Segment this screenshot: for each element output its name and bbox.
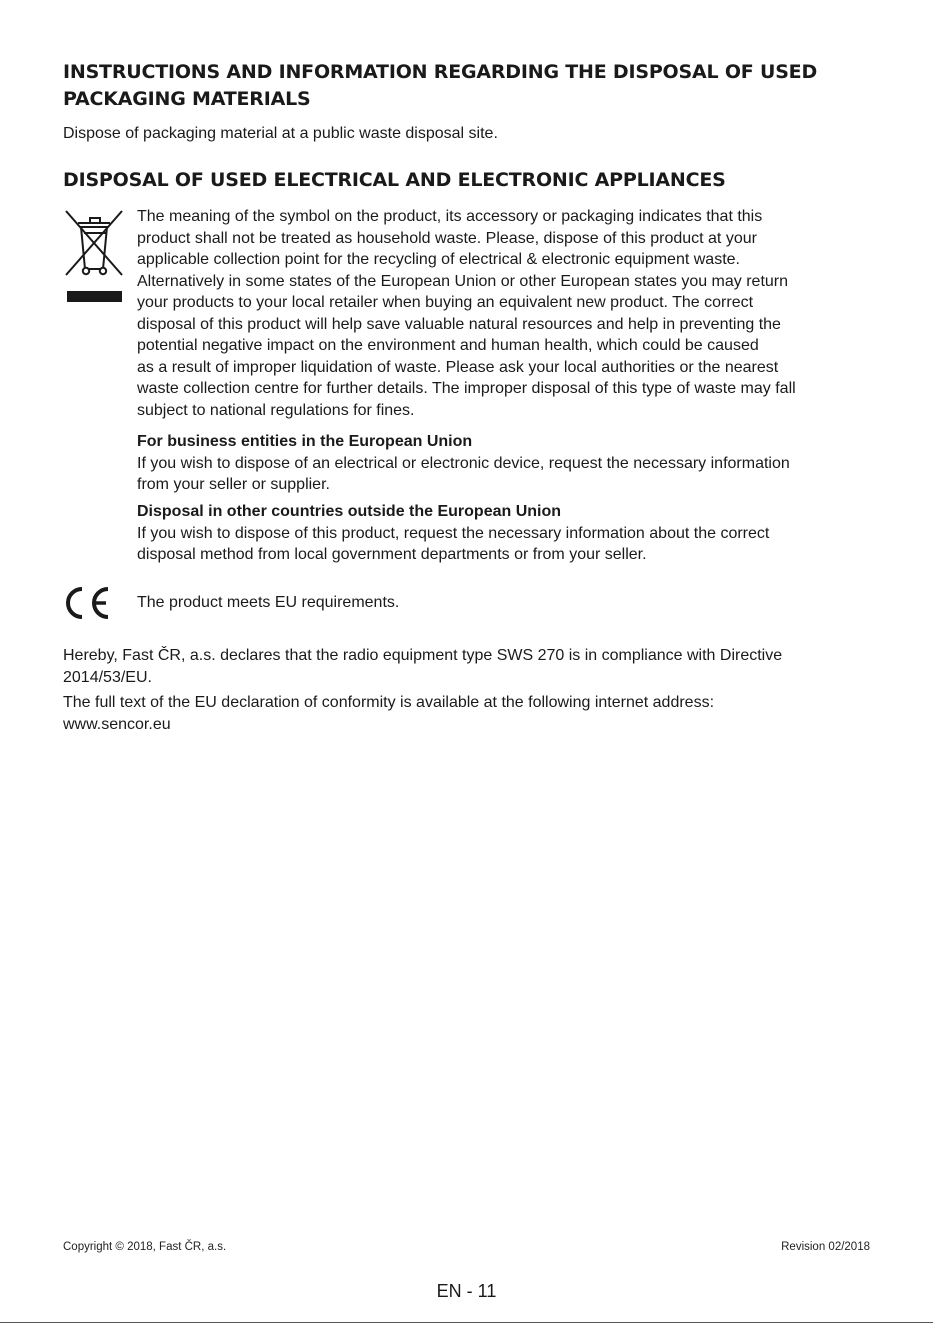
packaging-heading <box>63 59 817 113</box>
page-number: EN - 11 <box>436 1281 497 1301</box>
weee-line: potential negative impact on the environment and human health, which could be caused <box>137 337 759 354</box>
declaration-line: 2014/53/EU. <box>63 668 152 686</box>
weee-line: disposal of this product will help save valuable natural resources and help in preventing the <box>137 315 781 333</box>
revision: Revision 02/2018 <box>781 1241 870 1253</box>
weee-paragraph <box>137 206 796 421</box>
business-line: If you wish to dispose of an electrical or electronic device, request the necessary information <box>137 454 790 472</box>
outside-eu-line: If you wish to dispose of this product, request the necessary information about the correct <box>137 524 770 542</box>
weee-line: subject to national regulations for fines. <box>137 401 415 419</box>
packaging-heading-line: INSTRUCTIONS AND INFORMATION REGARDING THE DISPOSAL OF USED <box>63 61 818 83</box>
bottom-rule <box>0 1322 933 1323</box>
website-link[interactable]: www.sencor.eu <box>63 715 171 733</box>
weee-line: product shall not be treated as household waste. Please, dispose of this product at your <box>137 229 757 247</box>
outside-eu-line: disposal method from local government departments or from your seller. <box>137 546 647 563</box>
weee-line: Alternatively in some states of the European Union or other European states you may return <box>137 272 789 290</box>
declaration-line: Hereby, Fast ČR, a.s. declares that the radio equipment type SWS 270 is in compliance with Directive <box>63 647 783 664</box>
weee-heading: DISPOSAL OF USED ELECTRICAL AND ELECTRONIC APPLIANCES <box>63 169 726 191</box>
conformity-line: The full text of the EU declaration of conformity is available at the following internet address: <box>63 694 715 711</box>
weee-line: The meaning of the symbol on the product, its accessory or packaging indicates that this <box>137 208 763 225</box>
business-title: For business entities in the European Union <box>137 433 473 450</box>
conformity-paragraph <box>63 692 714 735</box>
declaration-paragraph <box>63 645 782 688</box>
packaging-heading-line: PACKAGING MATERIALS <box>63 88 311 110</box>
outside-eu-title: Disposal in other countries outside the European Union <box>137 503 562 520</box>
ce-mark-icon <box>62 585 112 621</box>
outside-eu-section <box>137 501 769 566</box>
weee-line: applicable collection point for the recycling of electrical & electronic equipment waste. <box>137 251 740 268</box>
packaging-text: Dispose of packaging material at a public waste disposal site. <box>63 125 498 142</box>
copyright: Copyright © 2018, Fast ČR, a.s. <box>63 1241 227 1253</box>
weee-line: as a result of improper liquidation of waste. Please ask your local authorities or the nearest <box>137 358 779 376</box>
business-line: from your seller or supplier. <box>137 476 330 493</box>
ce-text: The product meets EU requirements. <box>137 594 400 611</box>
weee-line: waste collection centre for further details. The improper disposal of this type of waste may fall <box>137 380 796 397</box>
weee-line: your products to your local retailer when buying an equivalent new product. The correct <box>137 294 754 311</box>
crossed-out-wheelie-bin-icon <box>62 205 126 305</box>
business-section <box>137 431 790 496</box>
